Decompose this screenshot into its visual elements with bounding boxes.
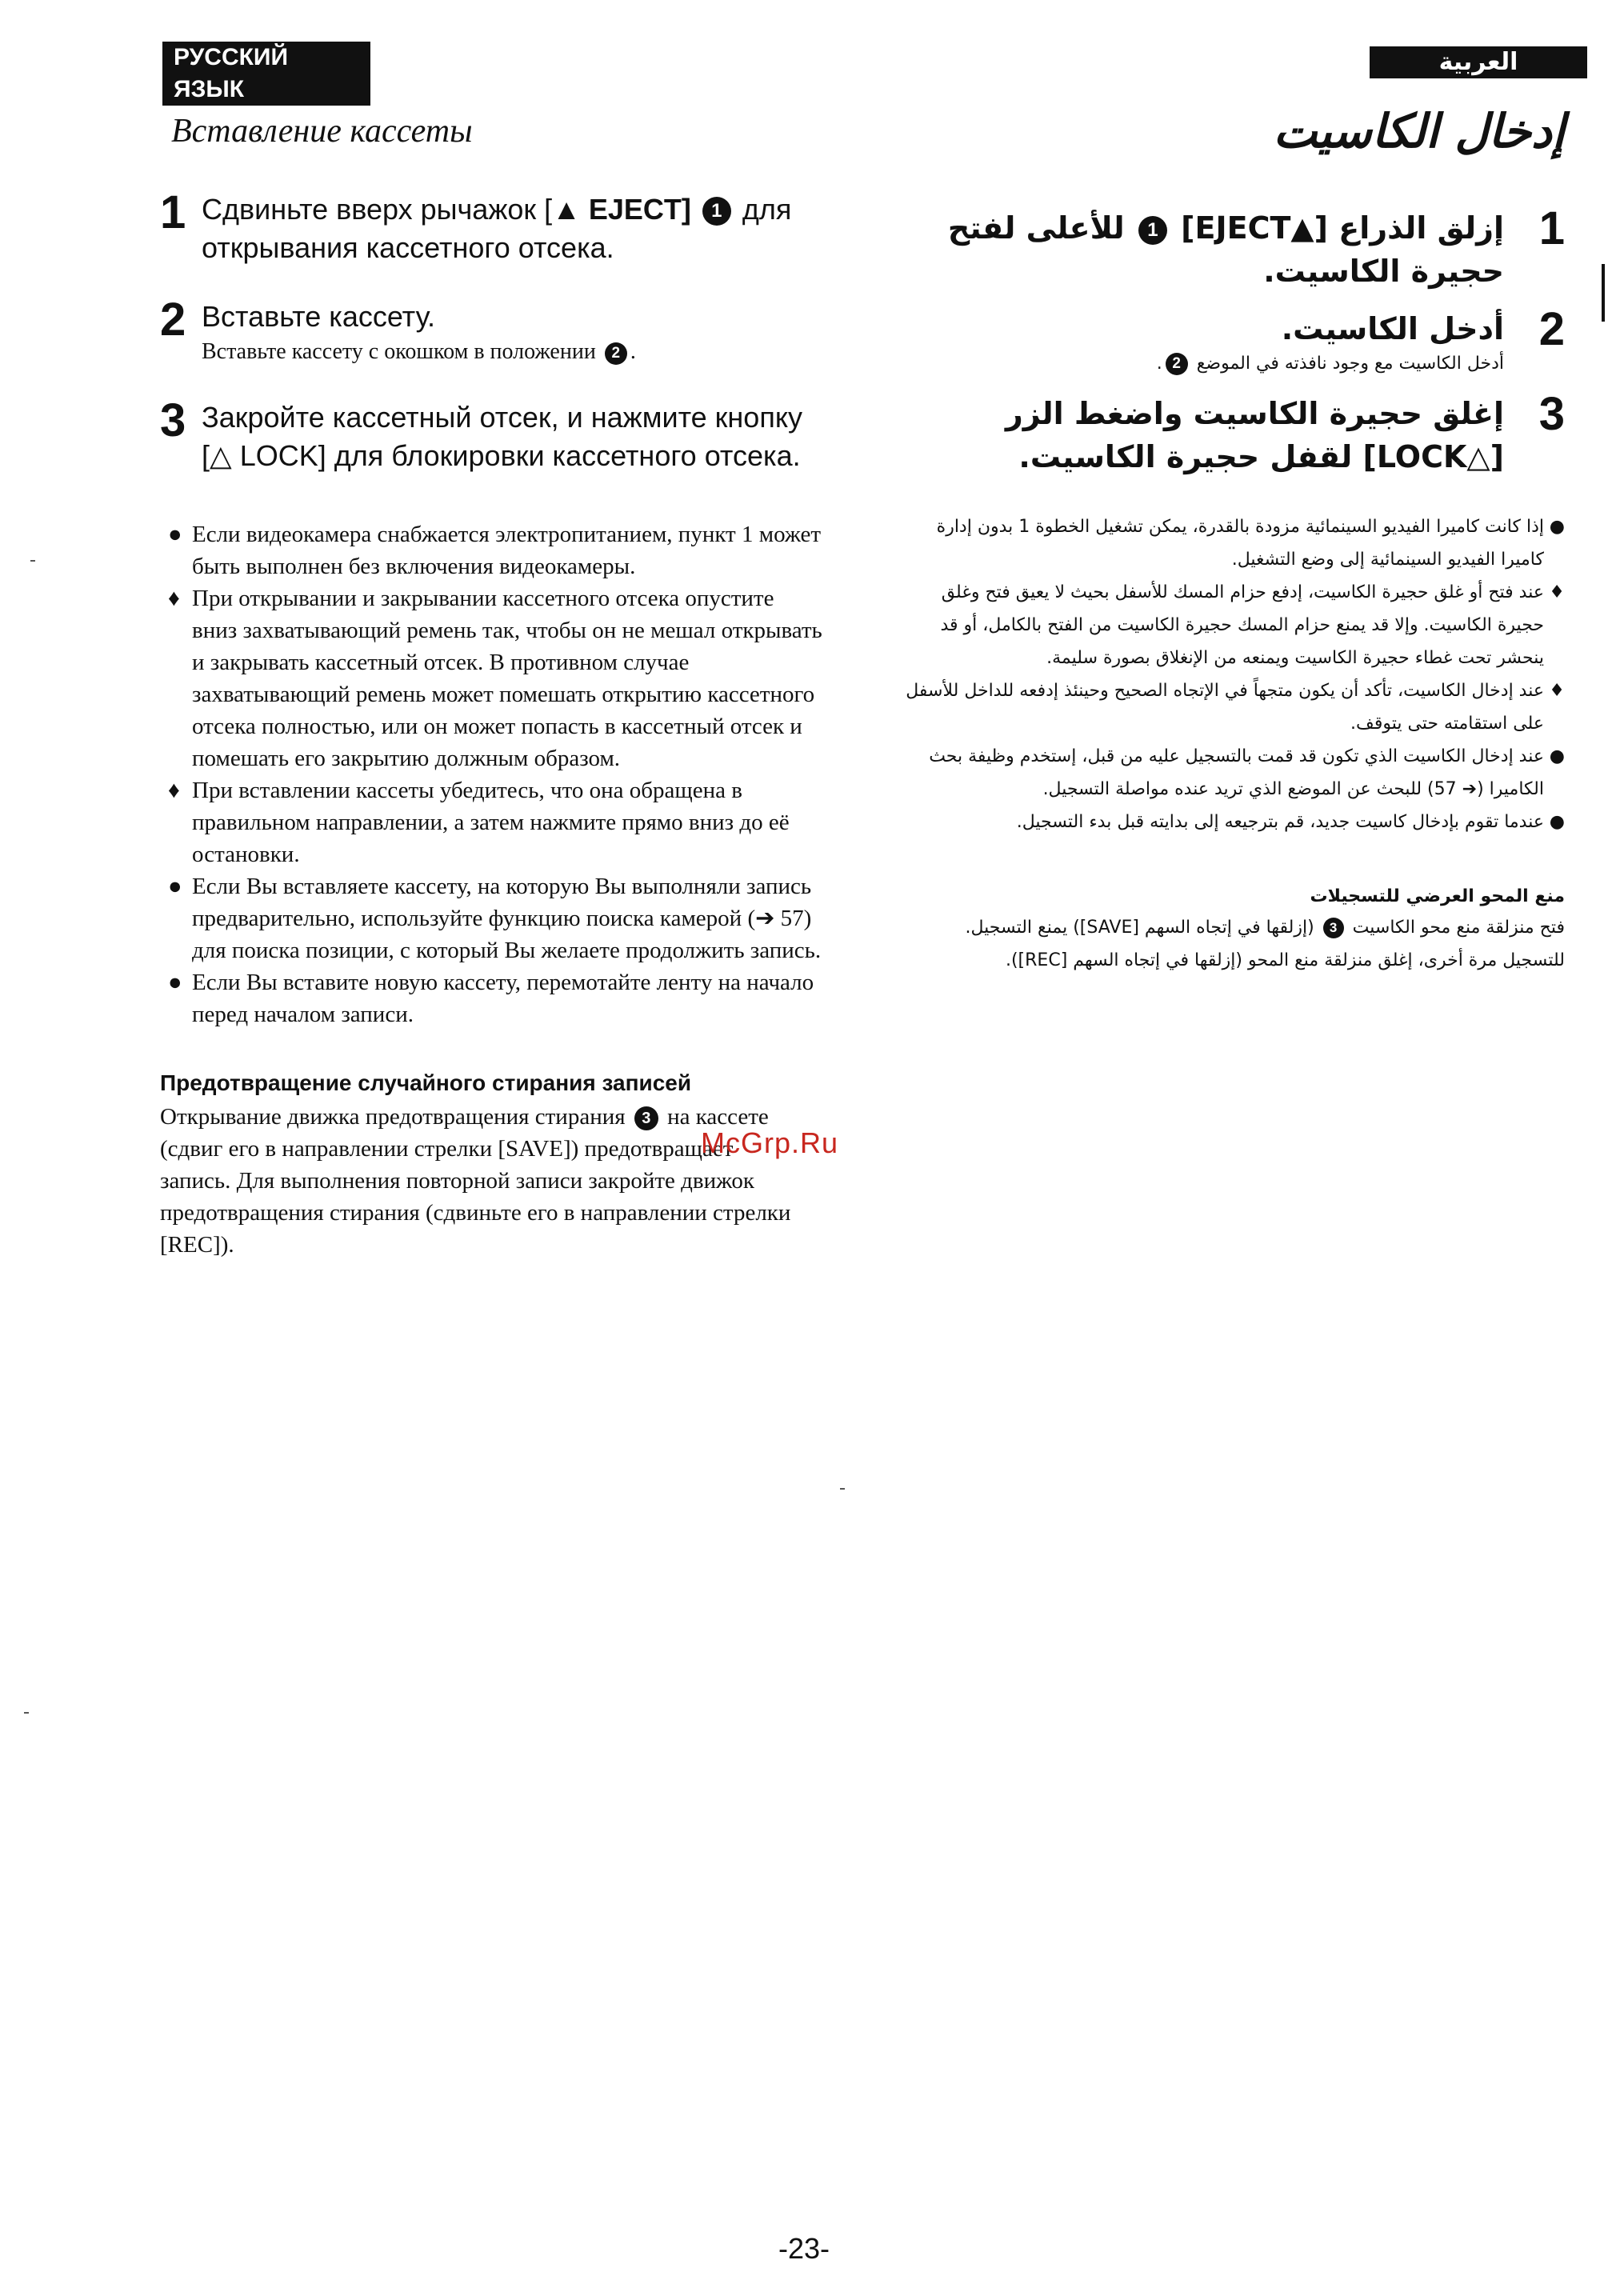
list-item xyxy=(168,966,824,1030)
list-item-text: عندما تقوم بإدخال كاسيت جديد، قم بترجيعه إلى بدايته قبل بدء التسجيل. xyxy=(1016,812,1544,832)
protect-body-part: (إزلقها في إتجاه السهم [SAVE]) يمنع التسجيل. للتسجيل مرة أخرى، إغلق منزلقة منع المحو (إزلقها في إتجاه السهم [REC]). xyxy=(965,918,1565,970)
arabic-column xyxy=(904,104,1565,977)
list-item-text: Если Вы вставляете кассету, на которую Вы выполняли запись предварительно, используйте функцию поиска камерой (➔ 57) для поиска позиции, с который Вы желаете продолжить запись. xyxy=(192,874,822,963)
callout-1-icon: 1 xyxy=(1138,216,1167,245)
step-3 xyxy=(904,388,1565,478)
language-badge-arabic: العربية xyxy=(1370,46,1587,78)
list-item xyxy=(168,582,824,774)
step-text: Закройте кассетный отсек, и нажмите кнопку [△ LOCK] для блокировки кассетного отсека. xyxy=(202,401,802,472)
margin-dot xyxy=(24,1712,29,1714)
section-title: إدخال الكاسيت xyxy=(1273,104,1565,158)
diamond-bullet-icon: ♦ xyxy=(1549,582,1565,602)
step-number: 2 xyxy=(1538,303,1565,355)
list-item xyxy=(904,806,1565,838)
protect-heading: منع المحو العرضي للتسجيلات xyxy=(1310,886,1565,906)
protect-body-part: на кассете (сдвиг его в направлении стрелки [SAVE]) предотвращает запись. Для выполнения повторной записи закройте движок предотвращения стирания (сдвиньте его в направлении стрелки [REC]). xyxy=(160,1104,791,1258)
step-text-part: إزلق الذراع [ xyxy=(1314,210,1504,246)
list-item-text: При вставлении кассеты убедитесь, что она обращена в правильном направлении, а затем нажмите прямо вниз до её остановки. xyxy=(192,778,790,867)
diamond-bullet-icon: ♦ xyxy=(168,586,180,611)
callout-1-icon: 1 xyxy=(702,197,731,226)
step-2 xyxy=(904,303,1565,378)
callout-3-icon: 3 xyxy=(634,1106,658,1130)
step-3 xyxy=(160,394,816,475)
step-text: إغلق حجيرة الكاسيت واضغط الزر [△LOCK] لقفل حجيرة الكاسيت. xyxy=(1005,396,1504,474)
bullet-icon: ● xyxy=(168,970,182,995)
eject-label: EJECT] xyxy=(1170,210,1291,246)
bullet-icon: ● xyxy=(1549,812,1565,832)
step-number: 3 xyxy=(160,394,186,446)
bullet-icon: ● xyxy=(1549,746,1565,766)
list-item xyxy=(904,510,1565,576)
step-text-part: Сдвиньте вверх рычажок [ xyxy=(202,193,553,226)
step-1 xyxy=(904,202,1565,293)
eject-icon: ▲ xyxy=(552,193,581,226)
margin-dot xyxy=(840,1488,845,1490)
step-subtext-part: . xyxy=(630,339,636,364)
step-number: 2 xyxy=(160,294,186,346)
bullet-icon: ● xyxy=(168,874,182,899)
list-item-text: عند فتح أو غلق حجيرة الكاسيت، إدفع حزام المسك للأسفل بحيث لا يعيق فتح وغلق حجيرة الكاسيت. وإلا قد يمنع حزام المسك حجيرة الكاسيت من الفتح بالكامل، أو قد ينحشر تحت غطاء حجيرة الكاسيت ويمنعه من الإنغلاق بصورة سليمة. xyxy=(940,582,1544,668)
step-subtext-part: . xyxy=(1156,354,1162,374)
list-item xyxy=(168,518,824,582)
watermark: McGrp.Ru xyxy=(701,1126,839,1159)
callout-2-icon: 2 xyxy=(605,342,627,365)
margin-dot xyxy=(30,560,35,562)
eject-icon: ▲ xyxy=(1290,210,1314,246)
notes-list xyxy=(168,518,824,1030)
diamond-bullet-icon: ♦ xyxy=(168,778,180,803)
step-2 xyxy=(160,294,816,368)
list-item xyxy=(168,870,824,966)
step-text-part: для открывания кассетного отсека. xyxy=(202,193,792,264)
step-text xyxy=(202,190,816,267)
step-number: 1 xyxy=(1538,202,1565,254)
eject-label: EJECT] xyxy=(580,193,699,226)
bullet-icon: ● xyxy=(168,522,182,547)
step-text: أدخل الكاسيت. xyxy=(1281,311,1504,346)
page-edge-mark xyxy=(1602,264,1605,322)
step-text-part: للأعلى لفتح حجيرة الكاسيت. xyxy=(947,210,1504,289)
step-subtext-part: Вставьте кассету с окошком в положении xyxy=(202,339,602,364)
list-item-text: Если видеокамера снабжается электропитанием, пункт 1 может быть выполнен без включения видеокамеры. xyxy=(192,522,822,579)
list-item-text: عند إدخال الكاسيت، تأكد أن يكون متجهاً في الإتجاه الصحيح وحينئذ إدفعه للداخل للأسفل على استقامته حتى يتوقف. xyxy=(906,681,1544,734)
step-number: 3 xyxy=(1538,388,1565,440)
list-item xyxy=(904,576,1565,674)
protect-body-part: Открывание движка предотвращения стирания xyxy=(160,1104,631,1130)
step-text: Вставьте кассету. xyxy=(202,300,435,333)
list-item-text: Если Вы вставите новую кассету, перемотайте ленту на начало перед началом записи. xyxy=(192,970,814,1027)
step-text xyxy=(904,206,1504,293)
language-badge-russian: РУССКИЙ ЯЗЫК xyxy=(162,42,370,106)
list-item xyxy=(168,774,824,870)
step-number: 1 xyxy=(160,186,186,238)
list-item xyxy=(904,740,1565,806)
protect-body-part: فتح منزلقة منع محو الكاسيت xyxy=(1346,918,1565,938)
page-number: -23- xyxy=(778,2232,830,2265)
step-subtext-part: أدخل الكاسيت مع وجود نافذته في الموضع xyxy=(1190,354,1504,374)
list-item-text: إذا كانت كاميرا الفيديو السينمائية مزودة بالقدرة، يمكن تشغيل الخطوة 1 بدون إدارة كاميرا الفيديو السينمائية إلى وضع التشغيل. xyxy=(936,517,1544,570)
diamond-bullet-icon: ♦ xyxy=(1549,681,1565,701)
protect-body xyxy=(160,1101,792,1261)
notes-list xyxy=(904,510,1565,838)
list-item-text: عند إدخال الكاسيت الذي تكون قد قمت بالتسجيل عليه من قبل، إستخدم وظيفة بحث الكاميرا (➔ 57) للبحث عن الموضع الذي تريد عنده مواصلة التسجيل. xyxy=(929,746,1544,799)
step-subtext xyxy=(1157,350,1504,378)
list-item-text: При открывании и закрывании кассетного отсека опустите вниз захватывающий ремень так, чтобы он не мешал открывать и закрывать кассетный отсек. В противном случае захватывающий ремень может помешать открытию кассетного отсека полностью, или он может попасть в кассетный отсек и помешать его закрытию должным образом. xyxy=(192,586,822,771)
step-subtext xyxy=(202,336,636,368)
list-item xyxy=(904,674,1565,740)
russian-column xyxy=(160,104,822,1261)
protect-body xyxy=(904,911,1565,977)
protect-heading: Предотвращение случайного стирания записей xyxy=(160,1070,692,1095)
section-title: Вставление кассеты xyxy=(171,113,473,150)
callout-3-icon: 3 xyxy=(1323,918,1344,938)
callout-2-icon: 2 xyxy=(1166,353,1188,375)
bullet-icon: ● xyxy=(1549,517,1565,537)
step-1 xyxy=(160,186,816,267)
